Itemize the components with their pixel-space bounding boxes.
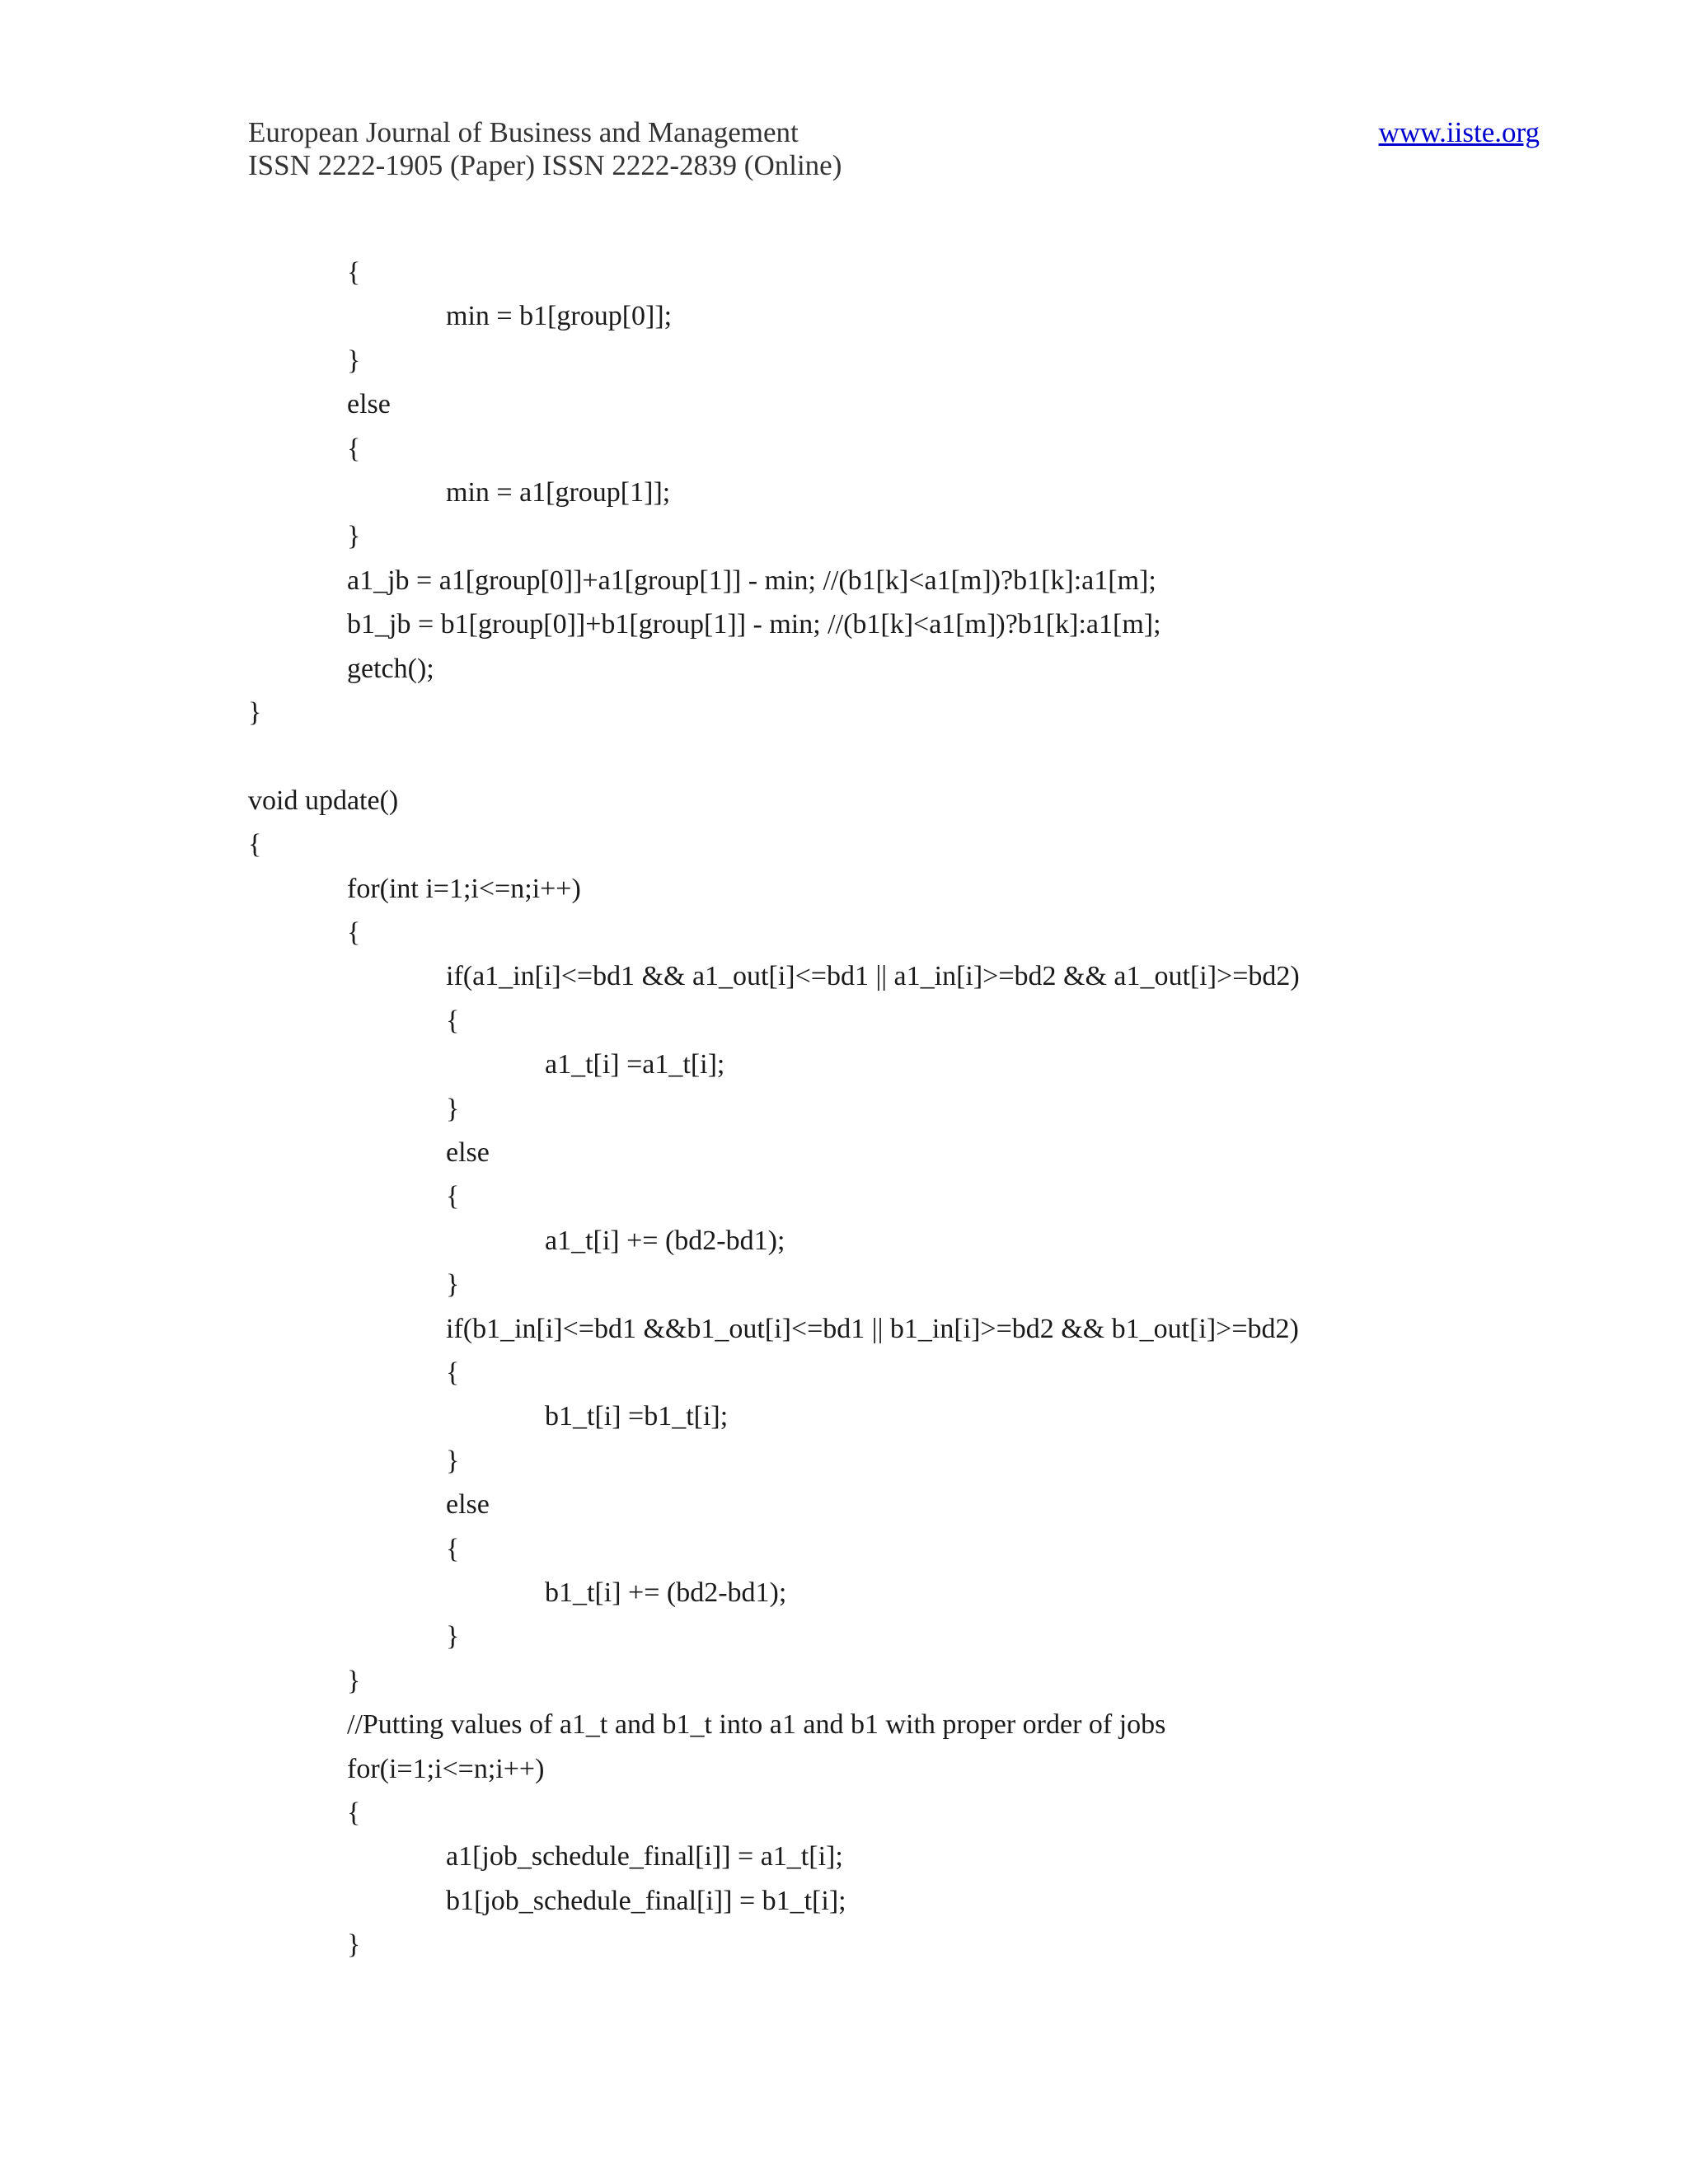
code-line: {	[446, 1533, 460, 1564]
code-line: if(a1_in[i]<=bd1 && a1_out[i]<=bd1 || a1_in[i]>=bd2 && a1_out[i]>=bd2)	[446, 961, 1300, 992]
code-line: b1_t[i] =b1_t[i];	[545, 1401, 729, 1432]
code-line: }	[347, 344, 361, 376]
code-line: else	[446, 1489, 490, 1521]
code-line: {	[446, 1181, 460, 1212]
code-line: }	[446, 1621, 460, 1652]
code-line: b1_t[i] += (bd2-bd1);	[545, 1577, 787, 1608]
code-line: {	[248, 829, 262, 860]
code-line: {	[347, 1797, 361, 1828]
code-line: }	[347, 1665, 361, 1696]
code-line: else	[446, 1137, 490, 1168]
code-line: b1_jb = b1[group[0]]+b1[group[1]] - min; //(b1[k]<a1[m])?b1[k]:a1[m];	[347, 609, 1161, 640]
code-line: a1_t[i] =a1_t[i];	[545, 1049, 725, 1080]
code-line: }	[446, 1093, 460, 1124]
code-line: {	[347, 433, 361, 464]
code-line: for(i=1;i<=n;i++)	[347, 1753, 545, 1784]
code-line: a1_jb = a1[group[0]]+a1[group[1]] - min; //(b1[k]<a1[m])?b1[k]:a1[m];	[347, 565, 1156, 596]
code-line: {	[446, 1005, 460, 1036]
code-line: //Putting values of a1_t and b1_t into a1 and b1 with proper order of jobs	[347, 1709, 1166, 1741]
code-line: if(b1_in[i]<=bd1 &&b1_out[i]<=bd1 || b1_in[i]>=bd2 && b1_out[i]>=bd2)	[446, 1313, 1299, 1344]
code-line: {	[347, 257, 361, 288]
code-line: a1[job_schedule_final[i]] = a1_t[i];	[446, 1841, 843, 1872]
code-line: }	[446, 1445, 460, 1476]
code-line: {	[446, 1357, 460, 1388]
code-line: getch();	[347, 653, 434, 684]
code-line: }	[347, 521, 361, 552]
code-line: else	[347, 389, 391, 420]
code-line: min = a1[group[1]];	[446, 477, 671, 508]
code-line: for(int i=1;i<=n;i++)	[347, 873, 581, 904]
journal-issn: ISSN 2222-1905 (Paper) ISSN 2222-2839 (Online)	[248, 149, 842, 181]
code-line: }	[248, 697, 262, 728]
code-line: }	[446, 1269, 460, 1301]
journal-website-link[interactable]: www.iiste.org	[1378, 116, 1540, 148]
code-line: b1[job_schedule_final[i]] = b1_t[i];	[446, 1885, 846, 1916]
journal-title: European Journal of Business and Management	[248, 116, 799, 148]
code-line: a1_t[i] += (bd2-bd1);	[545, 1225, 785, 1256]
code-line: }	[347, 1929, 361, 1961]
code-line: min = b1[group[0]];	[446, 301, 673, 332]
journal-header	[248, 116, 842, 182]
code-line: {	[347, 917, 361, 948]
code-line: void update()	[248, 785, 399, 816]
